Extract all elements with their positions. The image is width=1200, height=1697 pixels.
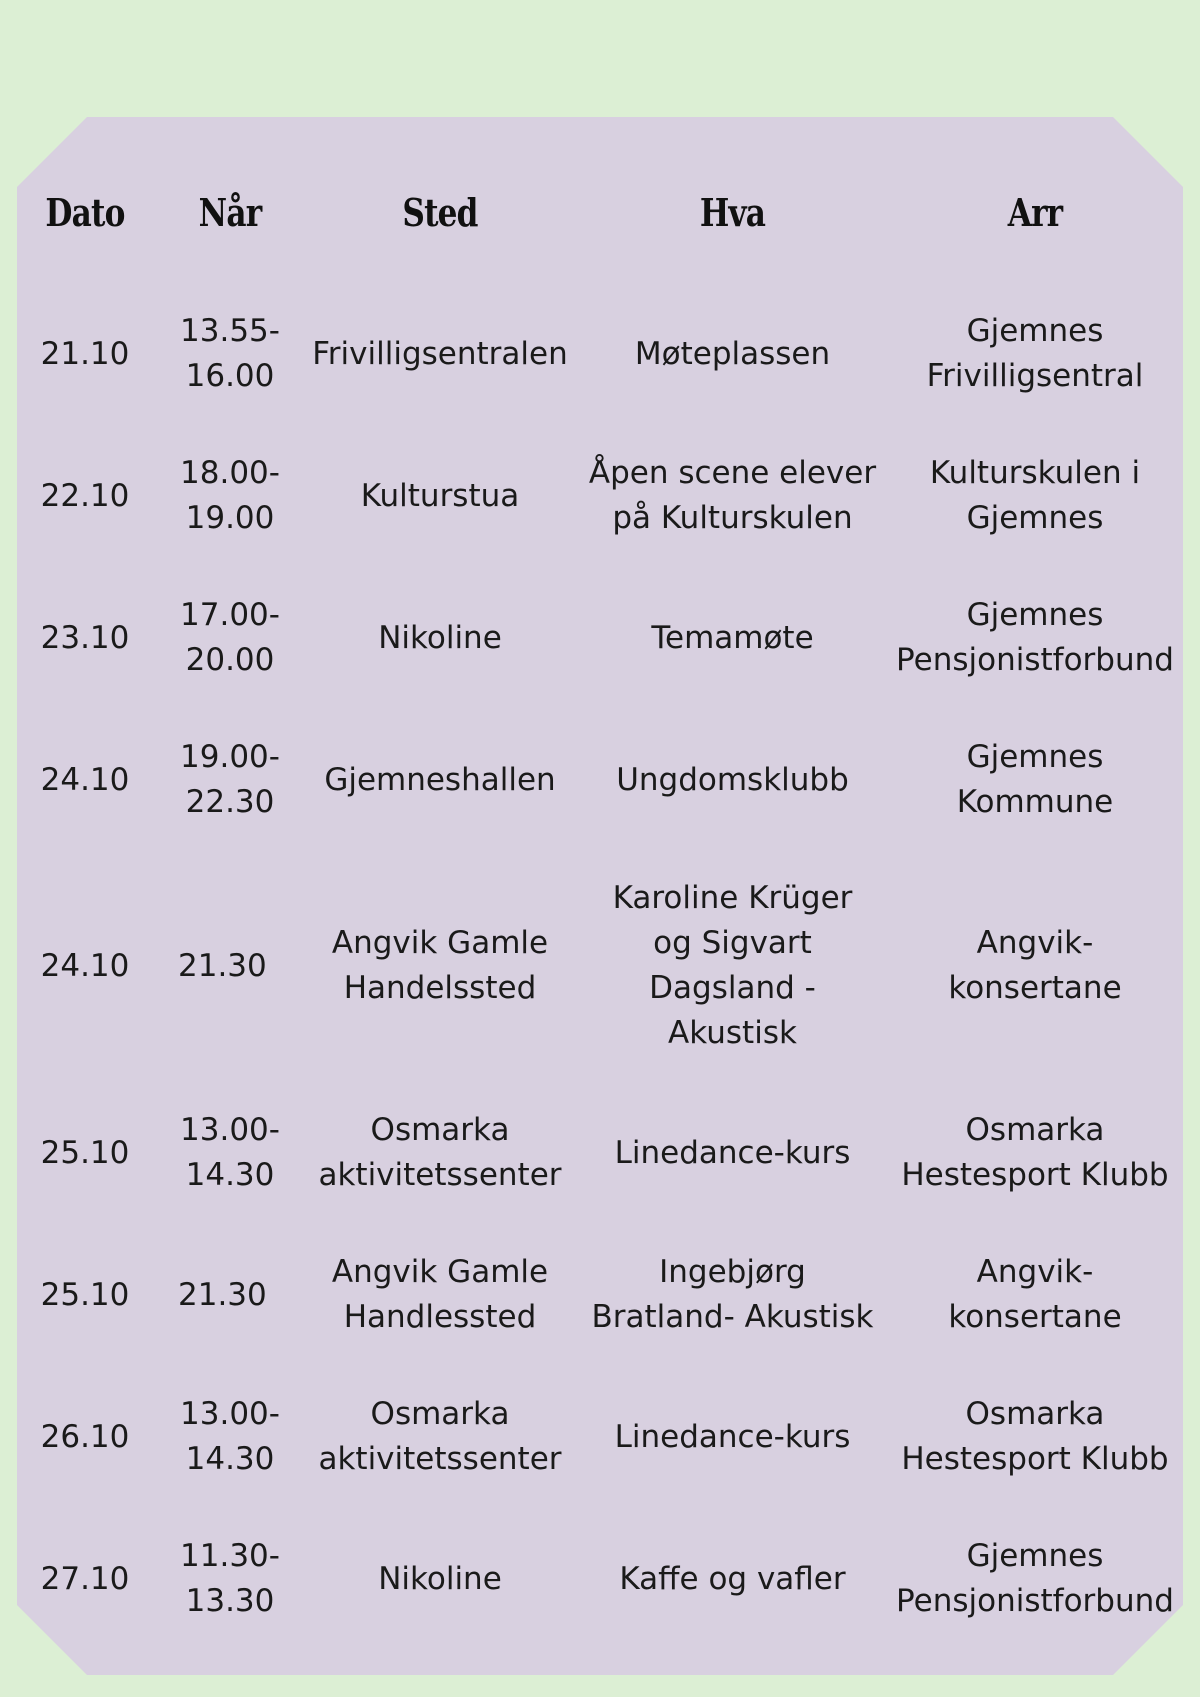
- cell-hva: Ingebjørg Bratland- Akustisk: [591, 1254, 874, 1335]
- cell-arr: Osmarka Hestesport Klubb: [901, 1396, 1169, 1477]
- cell-dato: 22.10: [40, 477, 130, 514]
- cell-arr: Gjemnes Kommune: [956, 739, 1114, 820]
- cell-arr: Kulturskulen i Gjemnes: [929, 455, 1141, 536]
- cell-dato: 27.10: [40, 1560, 130, 1597]
- cell-nar: 13.00- 14.30: [180, 1112, 280, 1193]
- header-arr: Arr: [1007, 190, 1063, 235]
- cell-nar: 13.00- 14.30: [180, 1396, 280, 1477]
- cell-hva: Ungdomsklubb: [616, 761, 849, 798]
- cell-nar: 21.30: [178, 1276, 267, 1313]
- cell-arr: Gjemnes Pensjonistforbund: [896, 1538, 1174, 1619]
- cell-nar: 11.30- 13.30: [180, 1538, 280, 1619]
- cell-sted: Angvik Gamle Handlessted: [331, 1254, 549, 1335]
- cell-dato: 23.10: [40, 619, 130, 656]
- cell-arr: Osmarka Hestesport Klubb: [901, 1112, 1169, 1193]
- cell-arr: Angvik- konsertane: [948, 925, 1122, 1006]
- header-sted: Sted: [402, 190, 478, 235]
- cell-dato: 24.10: [40, 761, 130, 798]
- cell-hva: Linedance-kurs: [614, 1134, 851, 1171]
- cell-nar: 13.55- 16.00: [180, 313, 280, 394]
- cell-sted: Osmarka aktivitetssenter: [318, 1112, 562, 1193]
- cell-hva: Kaffe og vafler: [619, 1560, 846, 1597]
- cell-nar: 17.00- 20.00: [180, 597, 280, 678]
- cell-sted: Frivilligsentralen: [312, 335, 568, 372]
- cell-hva: Linedance-kurs: [614, 1418, 851, 1455]
- cell-dato: 24.10: [40, 947, 130, 984]
- cell-hva: Karoline Krüger og Sigvart Dagsland - Akustisk: [612, 880, 853, 1051]
- cell-nar: 18.00- 19.00: [180, 455, 280, 536]
- cell-arr: Angvik- konsertane: [948, 1254, 1122, 1335]
- cell-nar: 19.00- 22.30: [180, 739, 280, 820]
- cell-hva: Temamøte: [651, 619, 814, 656]
- cell-nar: 21.30: [178, 947, 267, 984]
- cell-arr: Gjemnes Pensjonistforbund: [896, 597, 1174, 678]
- cell-sted: Nikoline: [378, 619, 502, 656]
- header-dato: Dato: [45, 190, 125, 235]
- header-nar: Når: [198, 190, 262, 235]
- cell-dato: 25.10: [40, 1134, 130, 1171]
- cell-sted: Angvik Gamle Handelssted: [331, 925, 549, 1006]
- cell-dato: 26.10: [40, 1418, 130, 1455]
- cell-sted: Kulturstua: [360, 477, 520, 514]
- cell-sted: Osmarka aktivitetssenter: [318, 1396, 562, 1477]
- cell-sted: Nikoline: [378, 1560, 502, 1597]
- cell-arr: Gjemnes Frivilligsentral: [926, 313, 1144, 394]
- cell-dato: 25.10: [40, 1276, 130, 1313]
- cell-sted: Gjemneshallen: [324, 761, 556, 798]
- header-hva: Hva: [699, 190, 766, 235]
- cell-hva: Åpen scene elever på Kulturskulen: [588, 455, 877, 536]
- cell-dato: 21.10: [40, 335, 130, 372]
- cell-hva: Møteplassen: [634, 335, 831, 372]
